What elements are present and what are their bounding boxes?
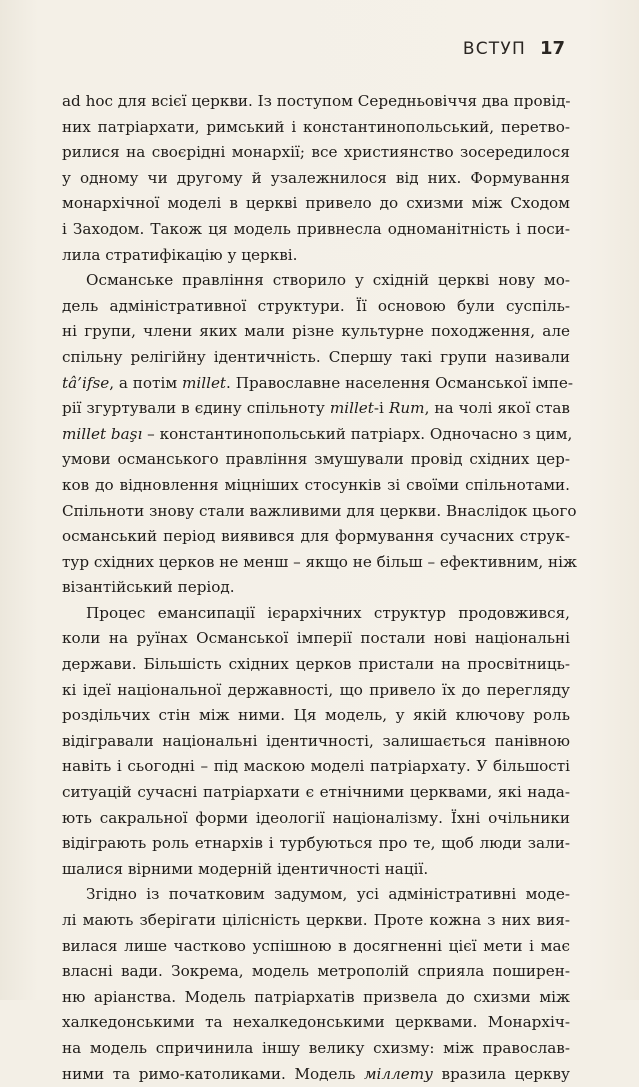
paragraph <box>62 601 570 883</box>
text-line <box>62 780 570 806</box>
text-run: вилася лише частково успішною в досягненні цієї мети і має <box>62 936 570 955</box>
text-line <box>62 678 570 704</box>
text-run: ad hoc для всієї церкви. Із поступом Середньовіччя два провід- <box>62 92 571 110</box>
text-run: – константинопольський патріарх. Одночасно з цим, <box>142 424 573 443</box>
text-line <box>62 447 570 473</box>
text-run: монархічної моделі в церкві привело до схизми між Сходом <box>62 194 570 213</box>
text-run: рилися на своєрідні монархії; все християнство зосередилося <box>62 143 570 162</box>
text-run: коли на руїнах Османської імперії постали нові національні <box>62 629 570 648</box>
text-run: Процес емансипації ієрархічних структур продовжився, <box>86 603 570 622</box>
text-line <box>62 1036 570 1062</box>
text-line <box>62 294 570 320</box>
section-title: ВСТУП <box>462 39 526 59</box>
text-run: відігравали національні ідентичності, залишається панівною <box>62 731 570 750</box>
text-line <box>62 422 573 448</box>
text-line <box>62 575 570 601</box>
italic-term: millet <box>181 373 227 392</box>
text-run: ков до відновлення міцніших стосунків зі своїми спільнотами. <box>62 475 570 494</box>
text-run: них патріархати, римський і константинопольський, перетво- <box>62 117 570 136</box>
page-number: 17 <box>539 38 565 59</box>
text-run: візантійський період. <box>62 578 235 597</box>
text-run: дель адміністративної структури. Її основою були суспіль- <box>62 296 570 315</box>
text-run: -і <box>373 399 389 418</box>
text-line <box>62 1010 570 1036</box>
paragraph <box>62 268 578 601</box>
text-line <box>62 550 578 576</box>
text-run: умови османського правління змушували провід східних цер- <box>62 450 570 469</box>
text-line <box>62 1062 570 1087</box>
text-run: ситуацій сучасні патріархати є етнічними церквами, які нада- <box>62 783 570 802</box>
text-line <box>62 217 570 243</box>
text-line <box>62 831 570 857</box>
text-line <box>62 882 570 908</box>
text-run: відіграють роль етнархів і турбуються про те, щоб люди зали- <box>62 834 570 853</box>
italic-term: tâ’ifse <box>62 373 110 392</box>
text-line <box>62 371 574 397</box>
text-line <box>62 959 570 985</box>
paragraph <box>62 89 570 268</box>
text-line <box>62 524 570 550</box>
text-run: , а потім <box>109 373 182 392</box>
text-line <box>62 626 570 652</box>
text-line <box>62 473 570 499</box>
text-run: власні вади. Зокрема, модель метрополій сприяла поширен- <box>62 962 570 981</box>
italic-term: міллету <box>363 1064 433 1083</box>
text-run: у одному чи другому й узалежнилося від них. Формування <box>62 168 570 187</box>
text-line <box>62 396 570 422</box>
text-line <box>62 754 570 780</box>
text-line <box>62 857 570 883</box>
text-run: ні групи, члени яких мали різне культурне походження, але <box>62 322 570 341</box>
text-run: Османське правління створило у східній церкві нову мо- <box>86 271 570 290</box>
text-line <box>62 652 570 678</box>
text-run: спільну релігійну ідентичність. Спершу такі групи називали <box>62 347 570 366</box>
italic-term: Rum <box>388 399 425 418</box>
text-run: шалися вірними модерній ідентичності нації. <box>62 859 429 878</box>
text-line <box>62 729 570 755</box>
text-run: Згідно із початковим задумом, усі адміністративні моде- <box>86 885 570 904</box>
text-line <box>62 89 570 115</box>
text-line <box>62 806 570 832</box>
text-line <box>62 166 570 192</box>
text-run: , на чолі якої став <box>424 399 570 418</box>
italic-term: millet <box>329 399 374 418</box>
text-run: Спільноти знову стали важливими для церкви. Внаслідок цього <box>62 501 577 520</box>
text-run: . Православне населення Османської імпе- <box>226 373 574 392</box>
italic-term: millet başı <box>62 424 143 443</box>
text-line <box>62 934 570 960</box>
paragraph <box>62 882 570 1087</box>
text-line <box>62 243 570 269</box>
text-run: кі ідеї національної державності, що привело їх до перегляду <box>62 680 570 699</box>
text-run: ють сакральної форми ідеології націоналізму. Їхні очільники <box>62 808 570 827</box>
text-line <box>62 191 570 217</box>
text-run: тур східних церков не менш – якщо не більш – ефективним, ніж <box>62 552 578 571</box>
text-run: ними та римо-католиками. Модель <box>62 1064 364 1083</box>
text-run: рії згуртували в єдину спільноту <box>62 399 330 418</box>
running-header <box>463 38 565 59</box>
text-line <box>62 908 570 934</box>
text-run: вразила церкву <box>432 1064 570 1083</box>
text-run: лила стратифікацію у церкві. <box>62 245 298 264</box>
text-line <box>62 319 570 345</box>
text-line <box>62 115 570 141</box>
text-run: навіть і сьогодні – під маскою моделі патріархату. У більшості <box>62 757 570 776</box>
text-run: держави. Більшість східних церков пристали на просвітниць- <box>62 655 570 674</box>
text-line <box>62 703 570 729</box>
text-run: османський період виявився для формування сучасних струк- <box>62 527 570 546</box>
text-run: на модель спричинила іншу велику схизму: між православ- <box>62 1038 570 1057</box>
text-run: роздільчих стін між ними. Ця модель, у якій ключову роль <box>62 706 570 725</box>
text-run: і Заходом. Також ця модель привнесла одноманітність і поси- <box>62 219 570 238</box>
text-line <box>62 140 570 166</box>
text-run: халкедонськими та нехалкедонськими церквами. Монархіч- <box>62 1013 570 1032</box>
text-line <box>62 268 570 294</box>
body-text <box>62 89 578 1087</box>
text-line <box>62 499 577 525</box>
text-line <box>62 345 570 371</box>
text-run: лі мають зберігати цілісність церкви. Проте кожна з них вия- <box>62 911 570 929</box>
text-run: ню аріанства. Модель патріархатів призвела до схизми між <box>62 987 570 1006</box>
text-line <box>62 985 570 1011</box>
text-line <box>62 601 570 627</box>
